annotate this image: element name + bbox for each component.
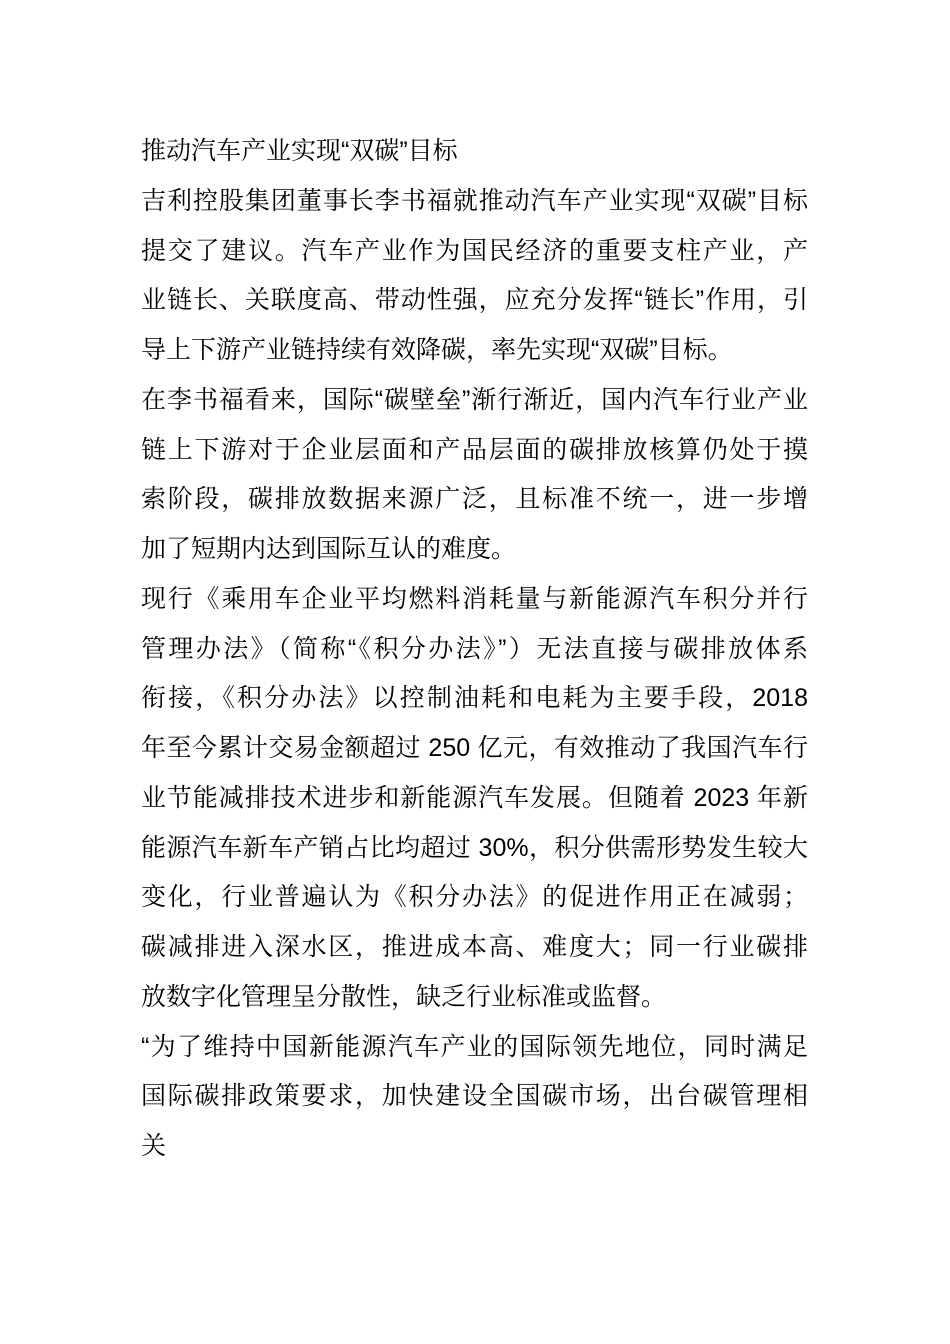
paragraph [141,177,808,376]
text-line: 在李书福看来，国际“碳壁垒”渐行渐近，国内汽车行业产业 [141,385,808,414]
text-line: 推动汽车产业实现“双碳”目标 [141,137,458,165]
text-line: 国际碳排政策要求，加快建设全国碳市场，出台碳管理相 [141,1082,808,1111]
paragraph [141,1023,808,1172]
document-title [141,127,808,177]
paragraph [141,575,808,1023]
text-line: 加了短期内达到国际互认的难度。 [141,535,517,563]
paragraph [141,376,808,575]
text-line: 关 [141,1132,167,1160]
text-line: 年至今累计交易金额超过 250 亿元，有效推动了我国汽车行 [141,734,808,762]
text-line: 业节能减排技术进步和新能源汽车发展。但随着 2023 年新 [141,783,808,812]
text-line: 吉利控股集团董事长李书福就推动汽车产业实现“双碳”目标 [141,186,808,215]
text-line: 提交了建议。汽车产业作为国民经济的重要支柱产业，产 [141,236,808,265]
text-line: 变化，行业普遍认为《积分办法》的促进作用正在减弱； [141,883,808,912]
text-line: 碳减排进入深水区，推进成本高、难度大；同一行业碳排 [141,933,808,961]
text-line: 放数字化管理呈分散性，缺乏行业标准或监督。 [141,982,667,1011]
text-line: 链上下游对于企业层面和产品层面的碳排放核算仍处于摸 [141,435,808,464]
text-line: “为了维持中国新能源汽车产业的国际领先地位，同时满足 [141,1032,808,1061]
text-line: 索阶段，碳排放数据来源广泛，且标准不统一，进一步增 [141,485,808,514]
text-line: 业链长、关联度高、带动性强，应充分发挥“链长”作用，引 [141,286,808,315]
text-line: 衔接，《积分办法》以控制油耗和电耗为主要手段，2018 [141,684,808,713]
text-line: 导上下游产业链持续有效降碳，率先实现“双碳”目标。 [141,336,733,364]
text-line: 能源汽车新车产销占比均超过 30%，积分供需形势发生较大 [141,833,808,862]
text-line: 现行《乘用车企业平均燃料消耗量与新能源汽车积分并行 [141,584,808,613]
text-line: 管理办法》（简称“《积分办法》”）无法直接与碳排放体系 [141,634,808,663]
document-body [141,127,808,1172]
